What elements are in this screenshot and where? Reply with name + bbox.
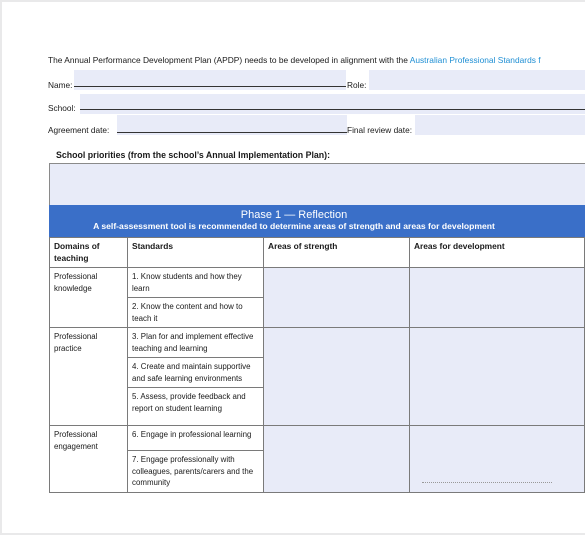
footer-divider xyxy=(422,482,552,483)
phase-title: Phase 1 — Reflection xyxy=(240,209,348,221)
final-review-date-field[interactable] xyxy=(415,115,585,135)
intro-text: The Annual Performance Development Plan (APDP) needs to be developed in alignment with the xyxy=(48,55,408,65)
standard-cell: 7. Engage professionally with colleagues, parents/carers and the community xyxy=(128,451,264,493)
development-cell[interactable] xyxy=(409,268,584,328)
intro-paragraph xyxy=(48,55,585,65)
standard-cell: 1. Know students and how they learn xyxy=(128,268,264,298)
phase-banner xyxy=(49,205,585,237)
school-label: School: xyxy=(48,103,76,113)
phase-subtitle: A self-assessment tool is recommended to determine areas of strength and areas for development xyxy=(93,221,495,231)
final-review-date-label: Final review date: xyxy=(347,125,413,135)
agreement-underline xyxy=(117,132,347,133)
domain-cell: Professional knowledge xyxy=(50,268,128,328)
school-field[interactable] xyxy=(80,94,585,114)
name-label: Name: xyxy=(48,80,73,90)
strength-cell[interactable] xyxy=(264,268,410,328)
header-strength: Areas of strength xyxy=(264,238,410,268)
table-row xyxy=(50,426,585,451)
standard-cell: 6. Engage in professional learning xyxy=(128,426,264,451)
header-development: Areas for development xyxy=(409,238,584,268)
domain-cell: Professional engagement xyxy=(50,426,128,493)
header-standards: Standards xyxy=(128,238,264,268)
strength-cell[interactable] xyxy=(264,328,410,426)
standard-cell: 5. Assess, provide feedback and report on student learning xyxy=(128,388,264,426)
role-field[interactable] xyxy=(369,70,585,90)
strength-cell[interactable] xyxy=(264,426,410,493)
school-underline xyxy=(80,109,585,110)
standard-cell: 3. Plan for and implement effective teaching and learning xyxy=(128,328,264,358)
table-row xyxy=(50,328,585,358)
reflection-table xyxy=(49,237,585,493)
role-label: Role: xyxy=(347,80,367,90)
standards-link[interactable]: Australian Professional Standards f xyxy=(409,55,541,65)
table-header-row xyxy=(50,238,585,268)
table-row xyxy=(50,268,585,298)
development-cell[interactable] xyxy=(409,328,584,426)
header-domains: Domains of teaching xyxy=(50,238,128,268)
document-page xyxy=(2,2,585,533)
priorities-input[interactable] xyxy=(49,163,585,207)
domain-cell: Professional practice xyxy=(50,328,128,426)
name-underline xyxy=(74,86,346,87)
agreement-date-label: Agreement date: xyxy=(48,125,110,135)
priorities-heading: School priorities (from the school’s Annual Implementation Plan): xyxy=(56,150,331,160)
standard-cell: 2. Know the content and how to teach it xyxy=(128,298,264,328)
standard-cell: 4. Create and maintain supportive and safe learning environments xyxy=(128,358,264,388)
name-field[interactable] xyxy=(74,70,346,90)
